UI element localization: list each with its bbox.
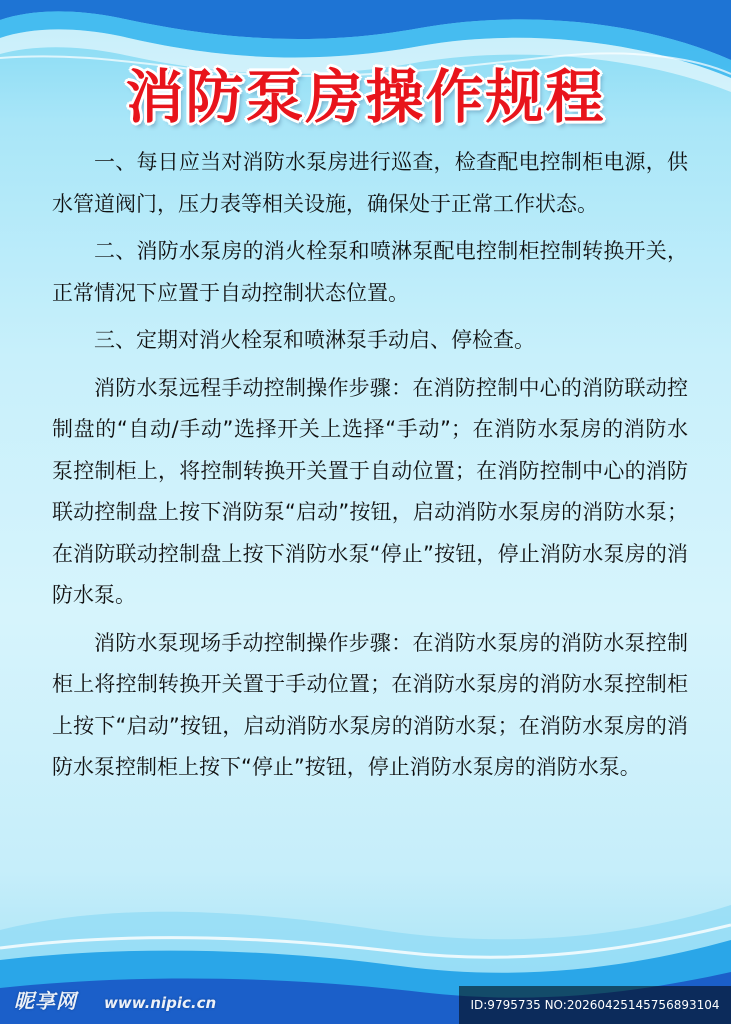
remote-manual-steps-paragraph: 消防水泵远程手动控制操作步骤：在消防控制中心的消防联动控制盘的“自动/手动”选择开关上选择“手动”；在消防水泵房的消防水泵控制柜上，将控制转换开关置于自动位置；在消防控制中心的消防联动控制盘上按下消防泵“启动”按钮，启动消防水泵房的消防水泵；在消防联动控制盘上按下消防水泵“停止”按钮，停止消防水泵房的消防水泵。 xyxy=(52,375,688,607)
watermark-id-bar: ID:9795735 NO:20260425145756893104 xyxy=(459,986,731,1024)
rule-paragraph-2: 二、消防水泵房的消火栓泵和喷淋泵配电控制柜控制转换开关，正常情况下应置于自动控制状态位置。 xyxy=(52,239,688,305)
watermark-logo: 昵享网 xyxy=(14,989,77,1013)
rule-paragraph-1: 一、每日应当对消防水泵房进行巡查，检查配电控制柜电源，供水管道阀门，压力表等相关设施，确保处于正常工作状态。 xyxy=(52,150,688,216)
rule-paragraph-3: 三、定期对消火栓泵和喷淋泵手动启、停检查。 xyxy=(94,328,535,352)
watermark-site: www.nipic.cn xyxy=(104,994,217,1012)
page-title: 消防泵房操作规程 xyxy=(125,63,606,131)
onsite-manual-steps-paragraph: 消防水泵现场手动控制操作步骤：在消防水泵房的消防水泵控制柜上将控制转换开关置于手动位置；在消防水泵房的消防水泵控制柜上按下“启动”按钮，启动消防水泵房的消防水泵；在消防水泵房的消防水泵控制柜上按下“停止”按钮，停止消防水泵房的消防水泵。 xyxy=(52,630,688,779)
rules-body xyxy=(52,142,688,795)
